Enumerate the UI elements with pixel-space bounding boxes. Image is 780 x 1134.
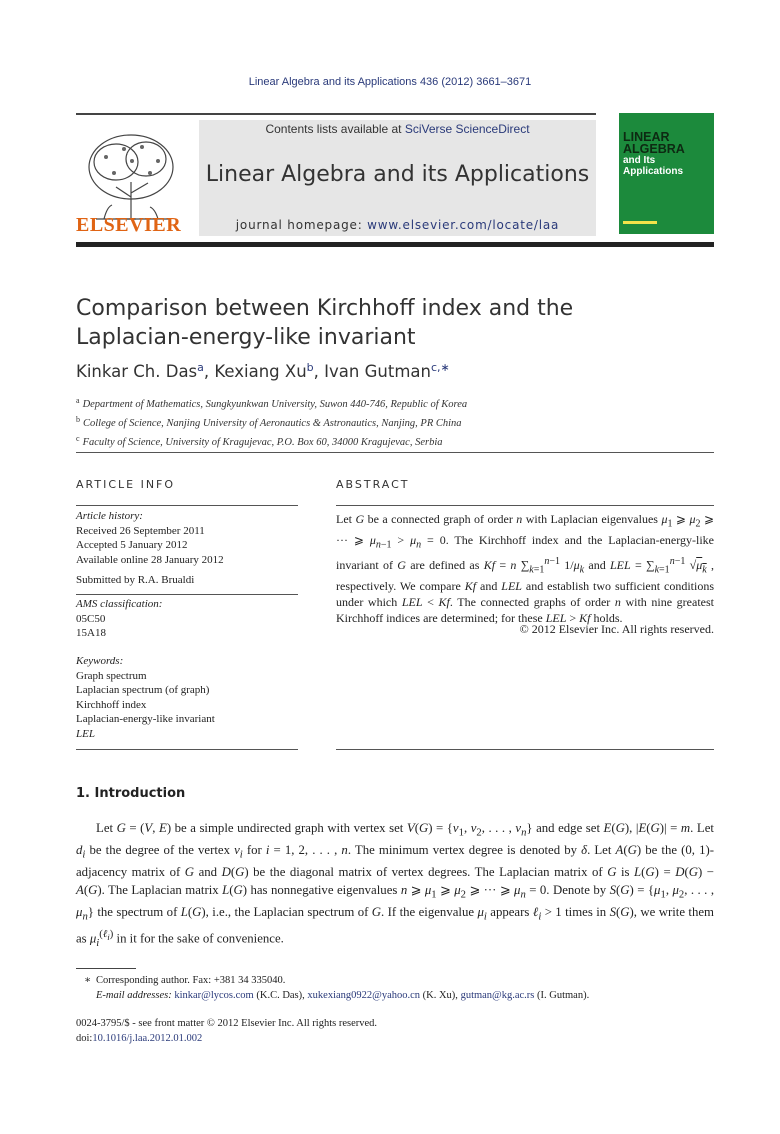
keyword: LEL — [76, 727, 95, 740]
homepage-prefix: journal homepage: — [235, 218, 368, 232]
title-line-1: Comparison between Kirchhoff index and the — [76, 296, 574, 321]
footnote-rule — [76, 968, 136, 969]
article-title — [76, 294, 714, 352]
email-owner: (K.C. Das), — [253, 990, 308, 1001]
author-mark[interactable]: b — [306, 361, 314, 374]
info-rule — [76, 505, 298, 506]
cover-line-1: LINEAR — [623, 130, 670, 144]
keyword: Graph spectrum — [76, 669, 147, 682]
received-date: Received 26 September 2011 — [76, 524, 205, 537]
email-owner: (I. Gutman). — [534, 990, 590, 1001]
cover-stripe — [623, 221, 657, 224]
corresponding-footnote — [84, 973, 714, 988]
affiliation-text: Department of Mathematics, Sungkyunkwan University, Suwon 440-746, Republic of Korea — [82, 399, 468, 410]
contents-prefix: Contents lists available at — [265, 122, 405, 136]
affiliation — [76, 393, 714, 412]
author-mark[interactable]: a — [197, 361, 204, 374]
affiliation-mark: c — [76, 434, 80, 443]
history-label: Article history: — [76, 510, 143, 522]
submitted-by: Submitted by R.A. Brualdi — [76, 574, 195, 586]
ams-classification — [76, 597, 298, 641]
homepage-link[interactable]: www.elsevier.com/locate/laa — [367, 218, 560, 232]
header-thick-rule — [76, 242, 714, 247]
author-name: Kinkar Ch. Das — [76, 362, 198, 381]
keyword: Kirchhoff index — [76, 698, 147, 711]
author-name: Ivan Gutman — [324, 362, 431, 381]
affiliation — [76, 412, 714, 431]
abstract-heading: ABSTRACT — [336, 478, 410, 491]
affiliation-mark: b — [76, 415, 80, 424]
journal-reference[interactable]: Linear Algebra and its Applications 436 (2012) 3661–3671 — [248, 76, 532, 88]
doi-label: doi: — [76, 1033, 93, 1044]
email-link[interactable]: kinkar@lycos.com — [174, 990, 254, 1001]
keywords — [76, 654, 298, 741]
affiliation-list — [76, 393, 714, 450]
header-rule — [76, 113, 596, 115]
keyword: Laplacian-energy-like invariant — [76, 713, 215, 725]
contents-line — [199, 122, 596, 136]
author-mark[interactable]: c,∗ — [430, 361, 450, 374]
elsevier-logo-text: ELSEVIER — [76, 214, 182, 236]
journal-title: Linear Algebra and its Applications — [205, 162, 590, 187]
corresponding-text: Corresponding author. Fax: +381 34 335040. — [96, 975, 286, 986]
doi-line — [76, 1033, 202, 1044]
section-divider — [76, 452, 714, 453]
article-history — [76, 509, 298, 588]
ams-code: 05C50 — [76, 612, 106, 625]
footnote-mark: ∗ — [84, 975, 92, 986]
journal-cover — [619, 113, 714, 234]
email-link[interactable]: xukexiang0922@yahoo.cn — [307, 990, 421, 1001]
cover-line-4: Applications — [623, 166, 684, 177]
doi-link[interactable]: 10.1016/j.laa.2012.01.002 — [92, 1033, 203, 1044]
ams-label: AMS classification: — [76, 598, 163, 610]
keywords-label: Keywords: — [76, 655, 124, 667]
cover-line-3: and Its — [623, 155, 656, 166]
ams-code: 15A18 — [76, 627, 106, 639]
email-owner: (K. Xu), — [420, 990, 461, 1001]
title-line-2: Laplacian-energy-like invariant — [76, 325, 416, 350]
article-info-heading: ARTICLE INFO — [76, 478, 176, 491]
info-rule — [76, 749, 298, 750]
journal-homepage — [199, 218, 596, 232]
issn-line: 0024-3795/$ - see front matter © 2012 Elsevier Inc. All rights reserved. — [76, 1018, 378, 1029]
sciencedirect-link[interactable]: SciVerse ScienceDirect — [404, 122, 530, 136]
affiliation-text: College of Science, Nanjing University of Aeronautics & Astronautics, Nanjing, PR China — [83, 418, 462, 429]
abstract-text: Let G be a connected graph of order n with Laplacian eigenvalues $\mu_1$ ⩾ $\mu_2$ ⩾ ··· ⩾ $\mu_{n-1} > \mu_n = 0$. The Kirchhoff index and the Laplacian-energy-like invariant of G are defined as Kf = n $\sum_{k=1}^{n-1}$ $1/\mu_k$ and LEL = $\sum_{k=1}^{n-1}$ $√\mu_k$ , respectively. We compare Kf and LEL and establish two sufficient conditions under which LEL < Kf. The connected graphs of order n with nine greatest Kirchhoff indices are determined; for these LEL > Kf holds. — [336, 512, 715, 626]
section-heading: 1. Introduction — [76, 786, 186, 801]
abstract-rule — [336, 505, 714, 506]
email-footnote — [96, 988, 714, 1003]
email-label: E-mail addresses: — [96, 990, 175, 1001]
author-name: Kexiang Xu — [214, 362, 307, 381]
online-date: Available online 28 January 2012 — [76, 553, 224, 566]
author-list: Kinkar Ch. Das$^a$, Kexiang Xu$^b$, Ivan Gutman$^{c,∗}$ — [76, 361, 450, 381]
accepted-date: Accepted 5 January 2012 — [76, 539, 188, 551]
keyword: Laplacian spectrum (of graph) — [76, 684, 210, 696]
affiliation — [76, 431, 714, 450]
cover-line-2: ALGEBRA — [623, 142, 685, 156]
info-rule — [76, 594, 298, 595]
abstract-rule — [336, 749, 714, 750]
affiliation-text: Faculty of Science, University of Kragujevac, P.O. Box 60, 34000 Kragujevac, Serbia — [82, 437, 443, 448]
affiliation-mark: a — [76, 396, 80, 405]
introduction-paragraph: Let G = (V, E) be a simple undirected graph with vertex set $V(G) = \{v_1$, $v_2$, . . . , $v_n$} and edge set E(G), |E(G)| = m. Let $d_i$ be the degree of the vertex $v_i$ for i = 1, 2, . . . , n. The minimum vertex degree is denoted by δ. Let A(G) be the (0, 1)-adjacency matrix of G and D(G) be the diagonal matrix of vertex degrees. The Laplacian matrix of G is L(G) = D(G) − A(G). The Laplacian matrix L(G) has nonnegative eigenvalues n ⩾ $\mu_1$ ⩾ $\mu_2$ ⩾ ··· ⩾ $\mu_n = 0$. Denote by $S(G) = \{\mu_1$, $\mu_2$, . . . , $\mu_n$} the spectrum of L(G), i.e., the Laplacian spectrum of G. If the eigenvalue $\mu_i$ appears ℓ$_i$ > 1 times in S(G), we write them as $\mu_i^{(\ell_i)}$ in it for the sake of convenience. — [76, 821, 715, 949]
email-link[interactable]: gutman@kg.ac.rs — [460, 990, 535, 1001]
abstract-copyright: © 2012 Elsevier Inc. All rights reserved. — [519, 622, 714, 636]
